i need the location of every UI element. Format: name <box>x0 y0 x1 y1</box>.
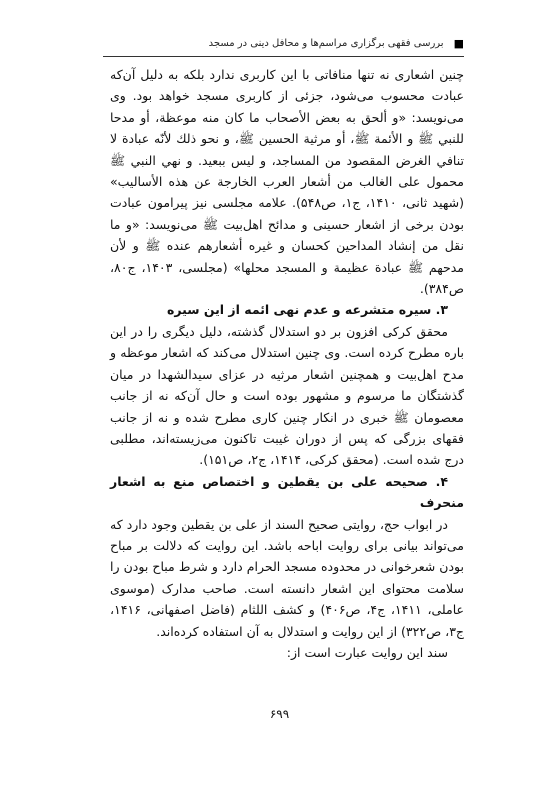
paragraph-3: در ابواب حج، روایتی صحیح السند از علی بن یقطین وجود دارد که می‌تواند بیانی برای روایت اباحه باشد. این روایت که دلالت بر مباح بودن شعرخوانی در محدوده مسجد الحرام دارد و شرط مباح بودن را سلامت محتوای این اشعار دانسته است. صاحب مدارک (موسوی عاملی، ۱۴۱۱، ج۴، ص۴۰۶) و کشف اللثام (فاضل اصفهانی، ۱۴۱۶، ج۳، ص۳۲۲) از این روایت و استدلال به آن استفاده کرده‌اند. <box>110 516 465 639</box>
section-heading-3: ۳. سیره متشرعه و عدم نهی ائمه از این سیره <box>166 302 448 318</box>
page-number: ۶۹۹ <box>269 707 290 721</box>
page-header <box>103 36 464 52</box>
paragraph-1: چنین اشعاری نه تنها منافاتی با این کاربری ندارد بلکه به دلیل آن‌که عبادت محسوب می‌شود، جزئی از کاربری مسجد خواهد بود. وی می‌نویسد: «و ألحق به بعض الأصحاب ما کان منه موعظة، أو مدحا للنبي ﷺ و الأئمة ﷺ، أو مرثیة الحسین ﷺ، و نحو ذلك لأنّه عبادة لا تنافي الغرض المقصود من المساجد، و لیس ببعید. و نهي النبي ﷺ محمول علی الغالب من أشعار العرب الخارجة عن هذه الأسالیب» (شهید ثانی، ۱۴۱۰، ج۱، ص۵۴۸). علامه مجلسی نیز پیرامون عبادت بودن برخی از اشعار حسینی و مدائح اهل‌بیت ﷺ می‌نویسد: «و ما نقل من إنشاد المداحین کحسان و غیره أشعارهم عنده ﷺ و لأن مدحهم ﷺ عبادة عظیمة و المسجد محلها» (مجلسی، ۱۴۰۳، ج۸۰، ص۳۸۴). <box>110 67 465 297</box>
main-text <box>110 64 464 663</box>
section-heading-4: ۴. صحیحه علی بن یقطین و اختصاص منع به اشعار منحرف <box>110 473 464 511</box>
page-marker-icon: ■ <box>453 37 464 50</box>
running-title: بررسی فقهی برگزاری مراسم‌ها و محافل دینی در مسجد <box>208 38 444 49</box>
paragraph-4: سند این روایت عبارت است از: <box>286 644 448 660</box>
header-divider <box>103 56 464 57</box>
paragraph-2: محقق کرکی افزون بر دو استدلال گذشته، دلیل دیگری را در این باره مطرح کرده است. وی چنین استدلال می‌کند که اشعار موعظه و مدح اهل‌بیت و همچنین اشعار مرثیه در عزای سیدالشهدا در میان گذشتگان ما مرسوم و مشهور بوده است و حال آن‌که نه از جانب معصومان ﷺ خبری در انکار چنین کاری مطرح شده و نه از جانب فقهای بزرگی که پس از دوران غیبت تاکنون می‌زیسته‌اند، مطلبی درج شده است. (محقق کرکی، ۱۴۱۴، ج۲، ص۱۵۱). <box>110 323 464 468</box>
